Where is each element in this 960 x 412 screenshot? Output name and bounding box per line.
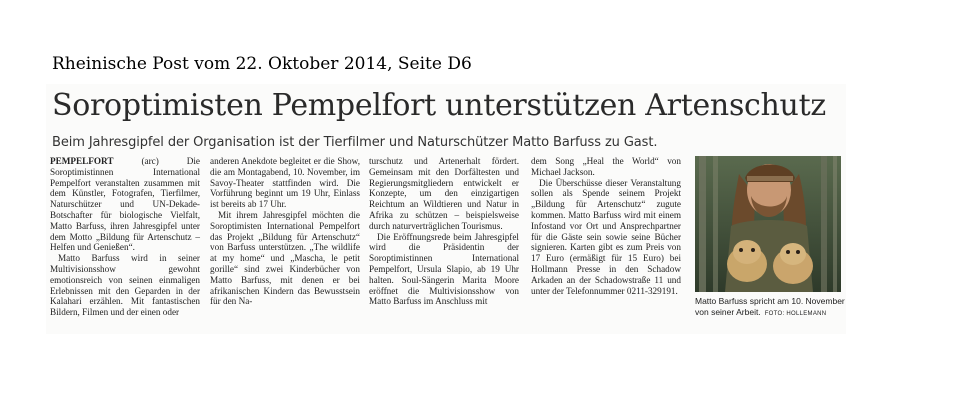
- photo-illustration: [695, 156, 841, 292]
- caption-text: Matto Barfuss spricht am 10. November von seiner Arbeit.: [695, 296, 845, 317]
- column-paragraph: turschutz und Artenerhalt fördert. Gemeinsam mit den Dorfältesten und Regierungsmitgliedern entwickelt er Konzepte, um den einzigartigen Reichtum an Wildtieren und Natur in Afrika zu schützen – beispielsweise durch naturverträglichen Tourismus.: [369, 156, 519, 231]
- column-paragraph: anderen Anekdote begleitet er die Show, die am Montagabend, 10. November, im Savoy-Theater stattfinden wird. Die Vorführung beginnt um 19 Uhr, Einlass ist bereits ab 17 Uhr.: [210, 156, 360, 210]
- source-line: Rheinische Post vom 22. Oktober 2014, Seite D6: [52, 54, 472, 74]
- article-subheadline: Beim Jahresgipfel der Organisation ist der Tierfilmer und Naturschützer Matto Barfuss zu Gast.: [52, 135, 658, 150]
- article-photo: [695, 156, 841, 292]
- column-paragraph: Die Eröffnungsrede beim Jahresgipfel wird die Präsidentin der Soroptimistinnen International Pempelfort, Ursula Slapio, ab 19 Uhr halten. Soul-Sängerin Marita Moore eröffnet die Multivisionsshow von Matto Barfuss im Anschluss mit: [369, 231, 519, 307]
- column-paragraph: Matto Barfuss wird in seiner Multivisionsshow gewohnt emotionsreich von seinen einmaligen Erlebnissen mit den Geparden in der Kalahari erzählen. Mit fantastischen Bildern, Filmen und der einen oder: [50, 253, 200, 318]
- newspaper-clipping: [46, 84, 846, 334]
- column-paragraph: Die Überschüsse dieser Veranstaltung sollen als Spende seinem Projekt „Bildung für Artenschutz“ zugute kommen. Matto Barfuss wird mit einem Infostand vor Ort und Ansprechpartner für die Gäste sein sowie seine Bücher signieren. Karten gibt es zum Preis von 17 Euro (ermäßigt für 15 Euro) bei Hollmann Presse in den Schadow Arkaden an der Schadowstraße 11 und unter der Telefonnummer 0211-329191.: [531, 177, 681, 296]
- paragraph-text: (arc) Die Soroptimistinnen International Pempelfort veranstalten zusammen mit dem Künstler, Fotografen, Tierfilmer, Naturschützer und UN-Dekade-Botschafter für biologische Vielfalt, Matto Barfuss, ihren Jahresgipfel unter dem Motto „Bildung für Artenschutz – Helfen und Genießen“.: [50, 156, 200, 253]
- article-column-2: [210, 156, 360, 307]
- article-column-3: [369, 156, 519, 307]
- dateline: PEMPELFORT: [50, 156, 114, 166]
- column-paragraph: [50, 156, 200, 253]
- article-headline: Soroptimisten Pempelfort unterstützen Artenschutz: [52, 88, 826, 123]
- article-column-4: [531, 156, 681, 296]
- column-paragraph: dem Song „Heal the World“ von Michael Jackson.: [531, 156, 681, 177]
- column-paragraph: Mit ihrem Jahresgipfel möchten die Soroptimisten International Pempelfort das Projekt „Bildung für Artenschutz“ von Barfuss unterstützen. „The wildlife at my home“ und „Mascha, le petit gorille“ sind zwei Kinderbücher von Matto Barfuss, mit denen er bei afrikanischen Kindern das Bewusstsein für den Na-: [210, 209, 360, 307]
- article-column-1: [50, 156, 200, 318]
- photo-credit: FOTO: HOLLEMANN: [764, 311, 827, 317]
- photo-caption: [695, 296, 845, 320]
